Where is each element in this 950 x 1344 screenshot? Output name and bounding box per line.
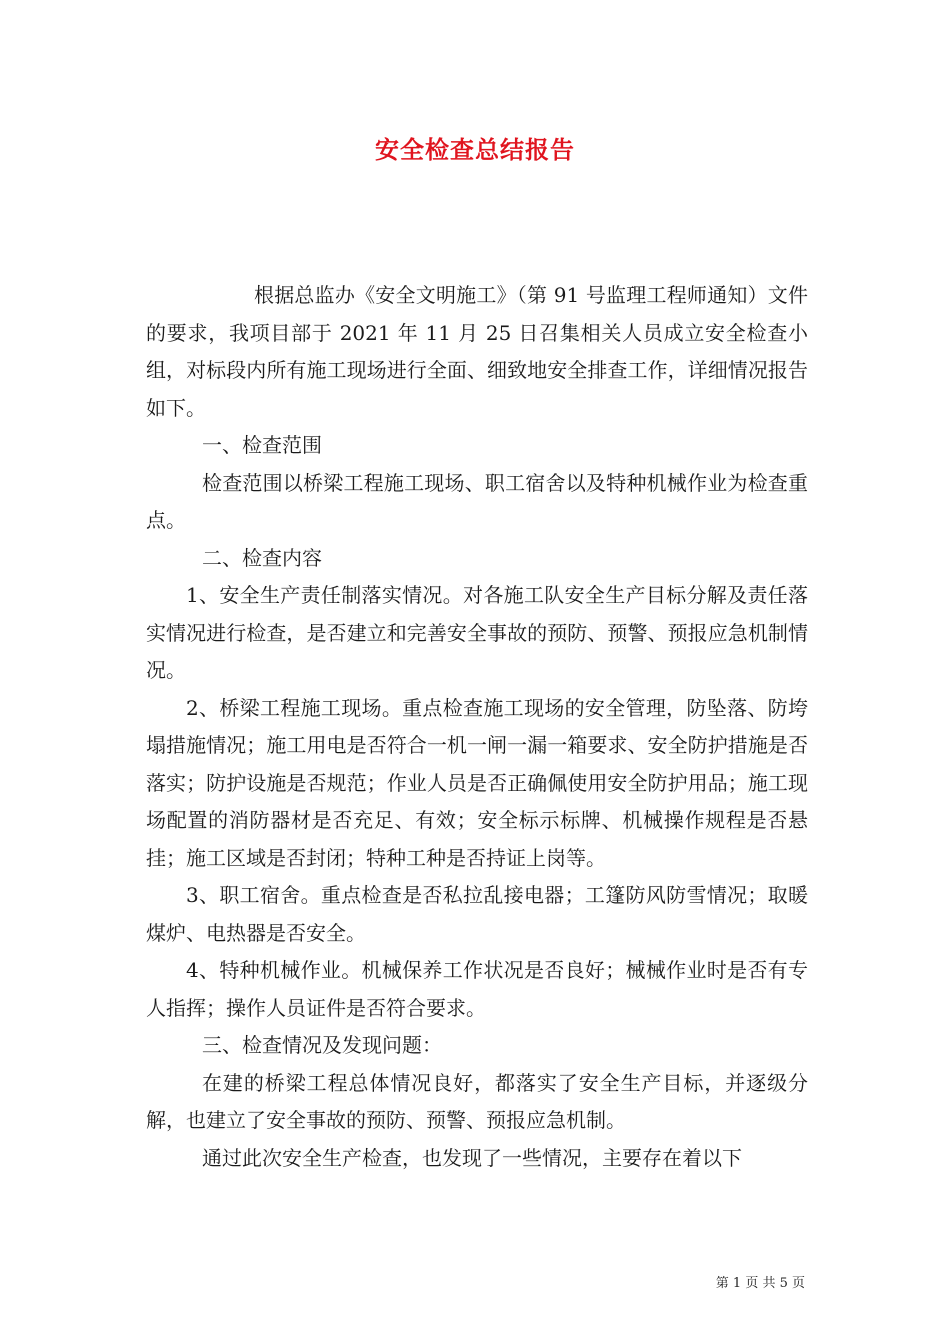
scope-paragraph: 检查范围以桥梁工程施工现场、职工宿舍以及特种机械作业为检查重点。 <box>146 470 808 532</box>
content-item-3: 3、职工宿舍。重点检查是否私拉乱接电器；工篷防风防雪情况；取暖煤炉、电热器是否安全。 <box>146 883 808 945</box>
issues-paragraph: 通过此次安全生产检查，也发现了一些情况，主要存在着以下 <box>202 1145 742 1170</box>
section-heading-scope: 一、检查范围 <box>202 433 322 457</box>
section-heading-findings: 三、检查情况及发现问题： <box>202 1033 442 1057</box>
findings-paragraph: 在建的桥梁工程总体情况良好，都落实了安全生产目标，并逐级分解，也建立了安全事故的预防、预警、预报应急机制。 <box>146 1070 808 1132</box>
section-heading-content: 二、检查内容 <box>202 545 322 570</box>
document-body <box>146 277 808 1177</box>
intro-paragraph: 根据总监办《安全文明施工》（第 91 号监理工程师通知）文件的要求，我项目部于 2021 年 11 月 25 日召集相关人员成立安全检查小组，对标段内所有施工现场进行全面、细致地安全排查工作，详细情况报告如下。 <box>146 283 808 420</box>
content-item-4: 4、特种机械作业。机械保养工作状况是否良好；械械作业时是否有专人指挥；操作人员证件是否符合要求。 <box>146 958 808 1020</box>
page-number: 第 1 页 共 5 页 <box>715 1276 805 1291</box>
document-title: 安全检查总结报告 <box>375 135 575 164</box>
content-item-2: 2、桥梁工程施工现场。重点检查施工现场的安全管理，防坠落、防垮塌措施情况；施工用电是否符合一机一闸一漏一箱要求、安全防护措施是否落实；防护设施是否规范；作业人员是否正确佩使用安全防护用品；施工现场配置的消防器材是否充足、有效；安全标示标牌、机械操作规程是否悬挂；施工区域是否封闭；特种工种是否持证上岗等。 <box>146 695 808 870</box>
content-item-1: 1、安全生产责任制落实情况。对各施工队安全生产目标分解及责任落实情况进行检查，是否建立和完善安全事故的预防、预警、预报应急机制情况。 <box>146 583 808 682</box>
